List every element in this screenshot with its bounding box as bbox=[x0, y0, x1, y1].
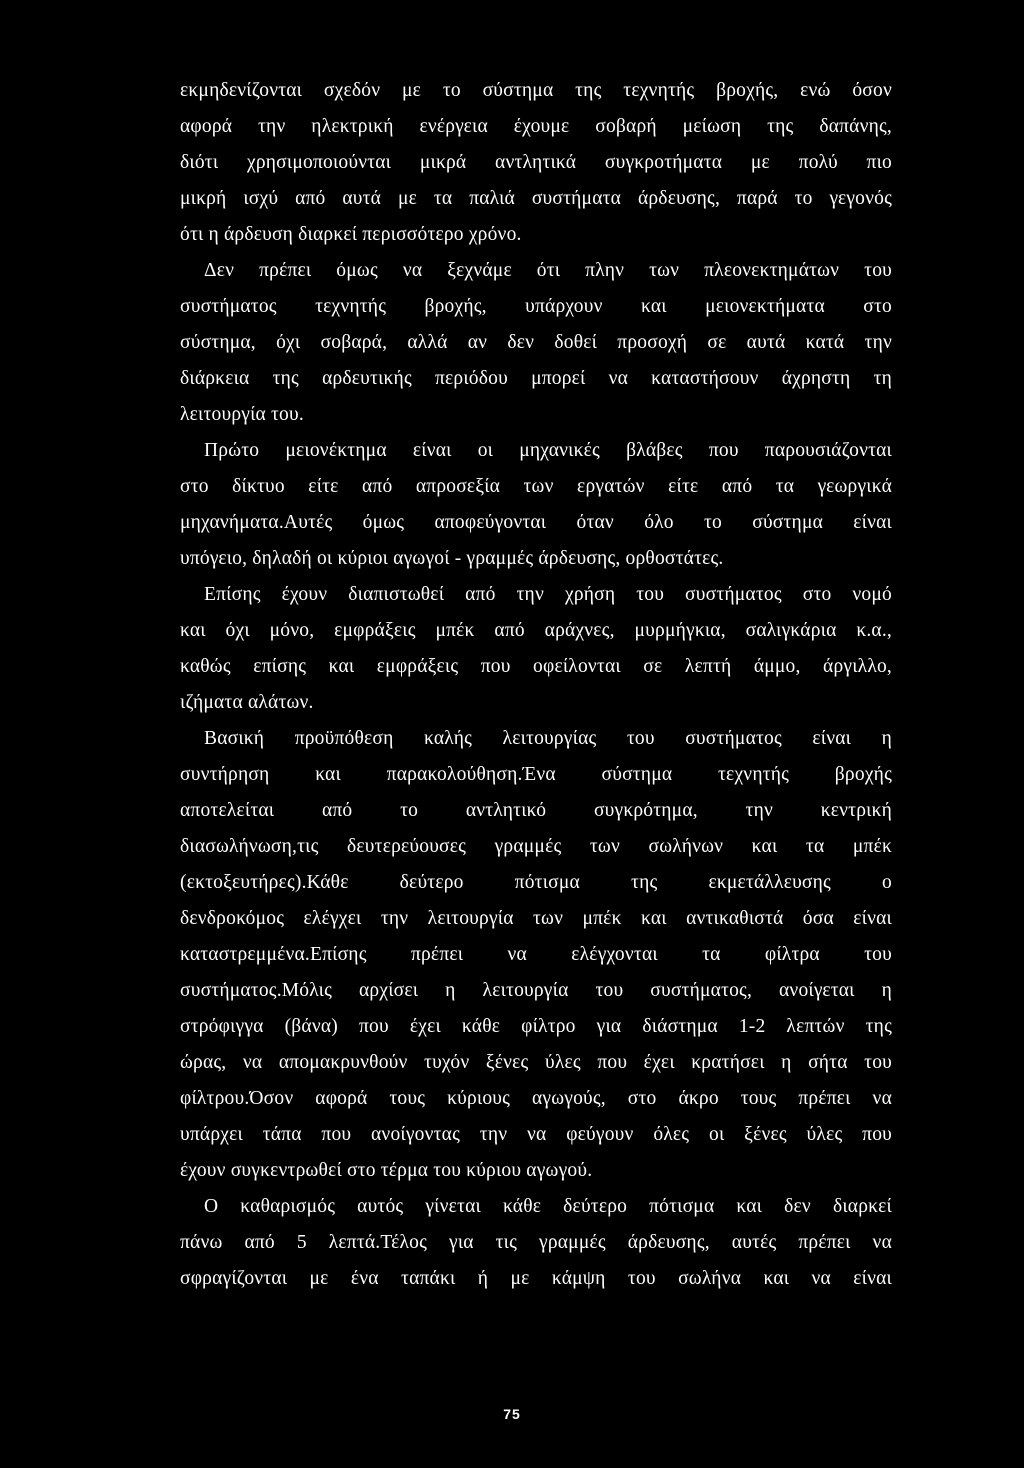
text-line: αφορά την ηλεκτρική ενέργεια έχουμε σοβαρή μείωση της δαπάνης, bbox=[180, 116, 892, 137]
text-line: συστήματος τεχνητής βροχής, υπάρχουν και μειονεκτήματα στο bbox=[180, 296, 892, 317]
text-line: υπόγειο, δηλαδή οι κύριοι αγωγοί - γραμμές άρδευσης, ορθοστάτες. bbox=[180, 548, 724, 569]
text-line: μικρή ισχύ από αυτά με τα παλιά συστήματα άρδευσης, παρά το γεγονός bbox=[180, 188, 892, 209]
text-line: σύστημα, όχι σοβαρά, αλλά αν δεν δοθεί προσοχή σε αυτά κατά την bbox=[180, 332, 892, 353]
text-line: ώρας, να απομακρυνθούν τυχόν ξένες ύλες που έχει κρατήσει η σήτα του bbox=[180, 1052, 892, 1073]
text-line: ότι η άρδευση διαρκεί περισσότερο χρόνο. bbox=[180, 224, 522, 245]
text-line: καθώς επίσης και εμφράξεις που οφείλονται σε λεπτή άμμο, άργιλλο, bbox=[180, 656, 892, 677]
text-line: καταστρεμμένα.Επίσης πρέπει να ελέγχονται τα φίλτρα του bbox=[180, 944, 892, 965]
text-line: (εκτοξευτήρες).Κάθε δεύτερο πότισμα της εκμετάλλευσης ο bbox=[180, 872, 892, 893]
text-line: φίλτρου.Όσον αφορά τους κύριους αγωγούς, στο άκρο τους πρέπει να bbox=[180, 1088, 892, 1109]
text-line: Ο καθαρισμός αυτός γίνεται κάθε δεύτερο πότισμα και δεν διαρκεί bbox=[204, 1196, 892, 1217]
text-line: στρόφιγγα (βάνα) που έχει κάθε φίλτρο για διάστημα 1-2 λεπτών της bbox=[180, 1016, 892, 1037]
text-line: λειτουργία του. bbox=[180, 404, 304, 425]
text-line: διότι χρησιμοποιούνται μικρά αντλητικά συγκροτήματα με πολύ πιο bbox=[180, 152, 892, 173]
text-line: δενδροκόμος ελέγχει την λειτουργία των μπέκ και αντικαθιστά όσα είναι bbox=[180, 908, 892, 929]
text-line: αποτελείται από το αντλητικό συγκρότημα, την κεντρική bbox=[180, 800, 892, 821]
text-line: συστήματος.Μόλις αρχίσει η λειτουργία του συστήματος, ανοίγεται η bbox=[180, 980, 892, 1001]
text-line: έχουν συγκεντρωθεί στο τέρμα του κύριου αγωγού. bbox=[180, 1160, 593, 1181]
text-line: Επίσης έχουν διαπιστωθεί από την χρήση του συστήματος στο νομό bbox=[204, 584, 892, 605]
text-line: εκμηδενίζονται σχεδόν με το σύστημα της τεχνητής βροχής, ενώ όσον bbox=[180, 80, 892, 101]
text-line: σφραγίζονται με ένα ταπάκι ή με κάμψη του σωλήνα και να είναι bbox=[180, 1268, 892, 1289]
text-line: Πρώτο μειονέκτημα είναι οι μηχανικές βλάβες που παρουσιάζονται bbox=[204, 440, 892, 461]
text-line: ιζήματα αλάτων. bbox=[180, 692, 314, 713]
text-line: διάρκεια της αρδευτικής περιόδου μπορεί να καταστήσουν άχρηστη τη bbox=[180, 368, 892, 389]
text-line: Βασική προϋπόθεση καλής λειτουργίας του συστήματος είναι η bbox=[204, 728, 892, 749]
text-line: στο δίκτυο είτε από απροσεξία των εργατών είτε από τα γεωργικά bbox=[180, 476, 892, 497]
text-line: και όχι μόνο, εμφράξεις μπέκ από αράχνες, μυρμήγκια, σαλιγκάρια κ.α., bbox=[180, 620, 892, 641]
text-line: πάνω από 5 λεπτά.Τέλος για τις γραμμές άρδευσης, αυτές πρέπει να bbox=[180, 1232, 892, 1253]
text-line: συντήρηση και παρακολούθηση.Ένα σύστημα τεχνητής βροχής bbox=[180, 764, 892, 785]
text-line: μηχανήματα.Αυτές όμως αποφεύγονται όταν όλο το σύστημα είναι bbox=[180, 512, 892, 533]
text-line: υπάρχει τάπα που ανοίγοντας την να φεύγουν όλες οι ξένες ύλες που bbox=[180, 1124, 892, 1145]
text-line: διασωλήνωση,τις δευτερεύουσες γραμμές των σωλήνων και τα μπέκ bbox=[180, 836, 892, 857]
text-line: Δεν πρέπει όμως να ξεχνάμε ότι πλην των πλεονεκτημάτων του bbox=[204, 260, 892, 281]
page-number: 75 bbox=[503, 1406, 521, 1422]
